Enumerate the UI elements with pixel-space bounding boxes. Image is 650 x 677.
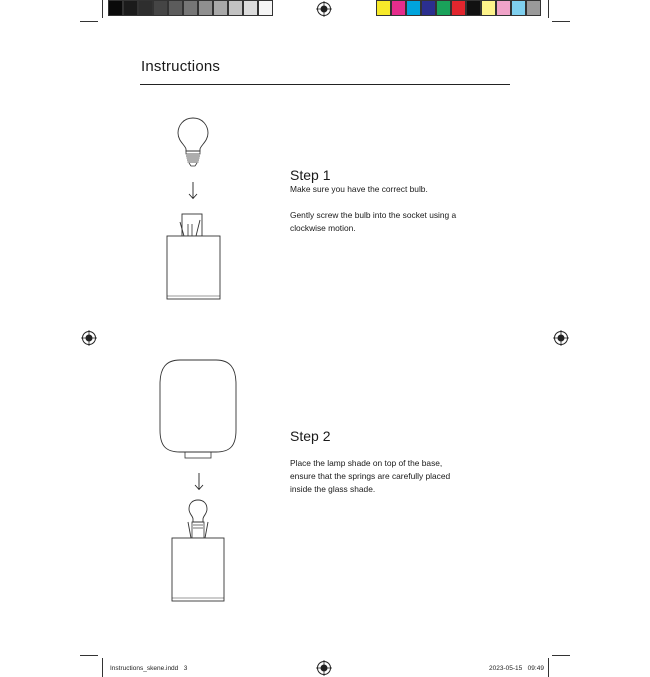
lamp-base-with-socket-icon — [164, 210, 224, 302]
color-swatch — [228, 0, 243, 16]
down-arrow-icon — [193, 473, 205, 491]
instruction-line: Make sure you have the correct bulb. — [290, 184, 428, 194]
color-swatch — [376, 0, 391, 16]
color-swatch — [153, 0, 168, 16]
step-2-instructions — [290, 457, 510, 496]
crop-mark — [102, 0, 103, 18]
crop-mark — [548, 0, 549, 18]
color-swatch — [198, 0, 213, 16]
registration-mark-icon — [316, 1, 332, 17]
color-swatch — [436, 0, 451, 16]
lamp-base-with-bulb-icon — [169, 498, 229, 606]
color-swatch — [466, 0, 481, 16]
crop-mark — [80, 655, 98, 656]
instruction-line: ensure that the springs are carefully placed — [290, 471, 451, 481]
title-rule — [140, 84, 510, 85]
crop-mark — [548, 658, 549, 677]
crop-mark — [80, 21, 98, 22]
color-swatch — [123, 0, 138, 16]
instruction-line: clockwise motion. — [290, 223, 356, 233]
glass-shade-icon — [158, 358, 238, 462]
color-swatch — [496, 0, 511, 16]
down-arrow-icon — [187, 182, 199, 200]
crop-mark — [102, 658, 103, 677]
color-swatch — [168, 0, 183, 16]
slug-filename: Instructions_skene.indd 3 — [110, 665, 188, 672]
color-swatch — [183, 0, 198, 16]
instruction-line: Gently screw the bulb into the socket using a — [290, 210, 457, 220]
color-swatch — [421, 0, 436, 16]
color-swatch — [391, 0, 406, 16]
color-swatch — [526, 0, 541, 16]
color-swatch — [213, 0, 228, 16]
registration-mark-icon — [553, 330, 569, 346]
color-swatch — [451, 0, 466, 16]
instruction-line: inside the glass shade. — [290, 484, 376, 494]
step-2-title: Step 2 — [290, 428, 331, 444]
crop-mark — [552, 21, 570, 22]
color-swatch — [511, 0, 526, 16]
page-title: Instructions — [141, 58, 221, 75]
step-1-instructions — [290, 183, 510, 235]
slug-datetime: 2023-05-15 09:49 — [489, 665, 544, 672]
registration-mark-icon — [81, 330, 97, 346]
color-swatch — [406, 0, 421, 16]
step-1-title: Step 1 — [290, 167, 331, 183]
color-swatch — [138, 0, 153, 16]
instruction-line — [290, 196, 510, 209]
crop-mark — [552, 655, 570, 656]
registration-mark-icon — [316, 660, 332, 676]
color-swatch — [481, 0, 496, 16]
instruction-line: Place the lamp shade on top of the base, — [290, 458, 443, 468]
color-swatch — [108, 0, 123, 16]
color-swatch — [258, 0, 273, 16]
light-bulb-icon — [175, 116, 211, 168]
color-swatch — [243, 0, 258, 16]
